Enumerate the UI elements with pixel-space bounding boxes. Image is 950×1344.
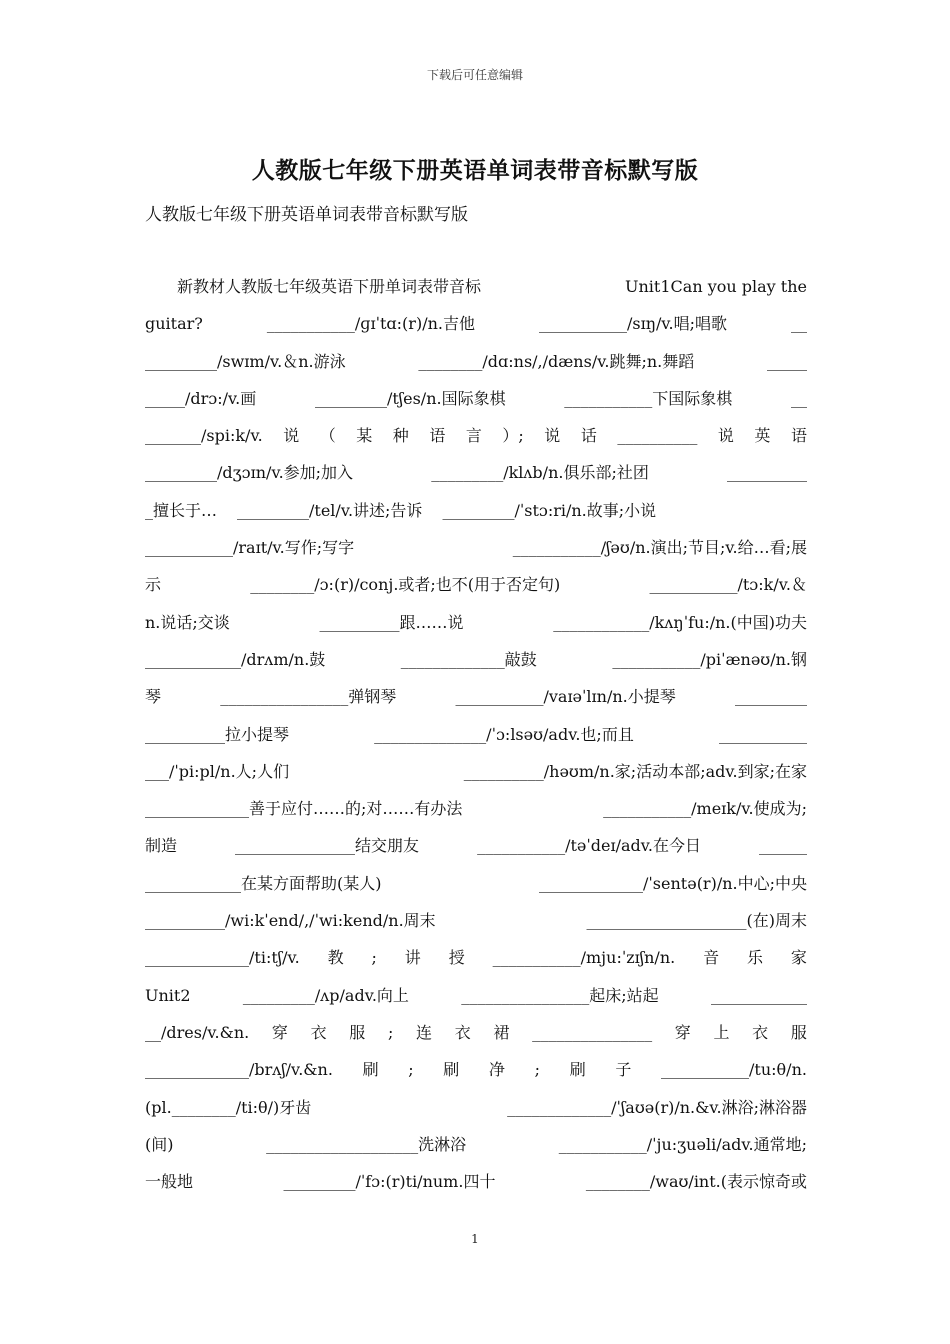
vocab-segment: ____________/drʌm/n.鼓 <box>145 649 326 669</box>
vocab-segment: ___________/sɪŋ/v.唱;唱歌 <box>538 314 728 334</box>
vocab-segment: _____________/ˈsentə(r)/n.中心;中央 <box>539 873 807 893</box>
vocab-segment: 说 <box>283 426 300 446</box>
vocab-segment: _________/tel/v.讲述;告诉 <box>237 500 423 520</box>
vocab-segment: _____________/ˈʃaʊə(r)/n.&v.淋浴;淋浴器 <box>507 1097 807 1117</box>
vocab-segment: n.说话;交谈 <box>145 612 230 632</box>
page-header: 下载后可任意编辑 <box>426 68 523 82</box>
vocab-segment: 穿 <box>674 1022 691 1042</box>
vocab-segment: ___________/ɡɪˈtɑ:(r)/n.吉他 <box>266 314 475 334</box>
vocab-line <box>145 977 807 1014</box>
vocab-segment: ; <box>371 948 377 968</box>
vocab-segment: ___________ <box>718 724 807 744</box>
document-title: 人教版七年级下册英语单词表带音标默写版 <box>251 157 699 184</box>
vocab-segment: 音 <box>703 948 720 968</box>
vocab-segment: __ <box>790 388 807 408</box>
vocab-segment: 语 <box>429 426 446 446</box>
vocab-segment: 讲 <box>404 948 421 968</box>
document-subtitle: 人教版七年级下册英语单词表带音标默写版 <box>145 205 468 225</box>
vocab-line <box>145 1051 807 1088</box>
vocab-segment: 示 <box>145 575 162 595</box>
vocab-segment: __________拉小提琴 <box>145 724 290 744</box>
vocab-line <box>145 827 807 864</box>
vocab-segment: 说 <box>544 426 561 446</box>
vocab-segment: ___________/təˈdeɪ/adv.在今日 <box>477 836 701 856</box>
vocab-segment: 乐 <box>747 948 764 968</box>
vocab-line <box>145 305 807 342</box>
vocab-segment: _________/dʒɔɪn/v.参加;加入 <box>145 463 354 483</box>
vocab-segment: 英 <box>754 426 771 446</box>
vocab-segment: 刷 <box>443 1060 460 1080</box>
vocab-segment: 说 <box>717 426 734 446</box>
vocab-segment: ___/ˈpi:pl/n.人;人们 <box>145 761 290 781</box>
vocab-segment: (pl.________/ti:θ/)牙齿 <box>145 1097 312 1117</box>
vocab-segment: ____________________(在)周末 <box>586 911 807 931</box>
vocab-line <box>145 343 807 380</box>
vocab-segment: __________ <box>726 463 807 483</box>
vocab-line <box>145 716 807 753</box>
vocab-segment: Unit1Can you play the <box>625 277 807 296</box>
vocab-segment: _________/ˈstɔ:ri/n.故事;小说 <box>442 500 657 520</box>
vocab-segment: 衣 <box>752 1022 769 1042</box>
vocab-segment: _______________结交朋友 <box>235 836 420 856</box>
vocab-segment: guitar? <box>145 314 203 334</box>
vocab-segment: ___________下国际象棋 <box>564 388 733 408</box>
vocab-segment: Unit2 <box>145 985 191 1005</box>
vocab-segment: _______________ <box>532 1022 653 1042</box>
vocab-segment: 制造 <box>145 836 178 856</box>
vocab-segment: ________/ɔ:(r)/conj.或者;也不(用于否定句) <box>250 575 561 595</box>
vocab-line <box>145 678 807 715</box>
vocab-segment: __/dres/v.&n. <box>145 1022 250 1042</box>
vocab-segment: ___________/vaɪəˈlɪn/n.小提琴 <box>455 687 676 707</box>
vocab-segment: 某 <box>356 426 373 446</box>
vocab-segment: ___________/ˈju:ʒuəli/adv.通常地; <box>558 1134 807 1154</box>
vocab-segment: ___________________洗淋浴 <box>266 1134 467 1154</box>
vocab-line <box>145 1126 807 1163</box>
vocab-segment: _________/ʌp/adv.向上 <box>242 985 409 1005</box>
vocab-segment: 穿 <box>271 1022 288 1042</box>
vocab-segment: 刷 <box>569 1060 586 1080</box>
vocab-segment: ________/dɑ:ns/,/dæns/v.跳舞;n.舞蹈 <box>418 351 695 371</box>
vocab-line <box>145 566 807 603</box>
vocab-line <box>145 902 807 939</box>
vocab-segment: ___________/tu:θ/n. <box>661 1060 807 1080</box>
vocab-segment: ____________/kʌŋˈfu:/n.(中国)功夫 <box>553 612 807 632</box>
vocab-segment: 琴 <box>145 687 162 707</box>
vocab-segment: _________ <box>734 687 807 707</box>
vocab-segment: 子 <box>615 1060 632 1080</box>
vocab-segment: 净 <box>488 1060 505 1080</box>
vocab-segment: _________/klʌb/n.俱乐部;社团 <box>431 463 649 483</box>
vocab-segment: _____________敲鼓 <box>400 649 537 669</box>
vocab-segment: （ <box>319 426 336 446</box>
vocab-segment: __________跟……说 <box>319 612 464 632</box>
vocab-line <box>145 454 807 491</box>
vocab-segment: 连 <box>416 1022 433 1042</box>
vocab-segment: 种 <box>392 426 409 446</box>
vocab-segment: ____________ <box>710 985 807 1005</box>
vocab-segment: 言 <box>465 426 482 446</box>
vocab-line <box>145 753 807 790</box>
vocab-segment: 上 <box>713 1022 730 1042</box>
vocab-line <box>145 865 807 902</box>
vocab-segment: ）; <box>502 426 524 446</box>
vocab-segment: _________/tʃes/n.国际象棋 <box>314 388 506 408</box>
vocab-segment: (间) <box>145 1134 174 1154</box>
page-number: 1 <box>471 1232 479 1246</box>
vocab-segment: ; <box>408 1060 414 1080</box>
vocab-segment: _擅长于… <box>145 500 218 520</box>
vocab-segment: 家 <box>790 948 807 968</box>
vocab-line <box>145 641 807 678</box>
vocab-line <box>145 790 807 827</box>
vocab-segment: _______/spi:k/v. <box>145 426 263 446</box>
vocab-segment: ____________在某方面帮助(某人) <box>145 873 382 893</box>
vocab-segment: 刷 <box>362 1060 379 1080</box>
vocab-segment: __ <box>791 314 807 334</box>
vocab-segment: 语 <box>790 426 807 446</box>
vocab-segment: _____________/brʌʃ/v.&n. <box>145 1060 333 1080</box>
vocab-segment: 话 <box>580 426 597 446</box>
vocab-segment: _____/drɔ:/v.画 <box>145 388 257 408</box>
vocab-line <box>145 1163 807 1200</box>
vocab-segment: 衣 <box>454 1022 471 1042</box>
vocab-segment: ; <box>534 1060 541 1080</box>
vocabulary-list <box>145 268 807 1200</box>
vocab-segment: 裙 <box>493 1022 510 1042</box>
vocab-segment: __________ <box>617 426 698 446</box>
vocab-segment: ________________弹钢琴 <box>220 687 397 707</box>
vocab-line <box>145 268 807 305</box>
vocab-segment: 衣 <box>310 1022 327 1042</box>
vocab-segment: 一般地 <box>145 1172 194 1192</box>
vocab-segment: ___________/mju:ˈzɪʃn/n. <box>492 948 676 968</box>
vocab-segment: ________________起床;站起 <box>461 985 659 1005</box>
vocab-line <box>145 529 807 566</box>
vocab-segment: 授 <box>448 948 465 968</box>
vocab-segment: ______ <box>759 836 807 856</box>
vocab-segment: _____________善于应付……的;对……有办法 <box>145 799 463 819</box>
vocab-segment: ___________/raɪt/v.写作;写字 <box>145 538 355 558</box>
vocab-segment: _____________/ti:tʃ/v. <box>145 948 300 968</box>
vocab-segment: _________/swɪm/v.＆n.游泳 <box>145 351 346 371</box>
vocab-line <box>145 604 807 641</box>
vocab-segment: ______________/ˈɔ:lsəʊ/adv.也;而且 <box>374 724 634 744</box>
vocab-segment: __________/wi:kˈend/,/ˈwi:kend/n.周末 <box>145 911 436 931</box>
vocab-segment: ___________/piˈænəʊ/n.钢 <box>612 649 807 669</box>
vocab-line <box>145 417 807 454</box>
vocab-segment: ___________/ʃəʊ/n.演出;节目;v.给…看;展 <box>512 538 807 558</box>
vocab-segment: ___________/tɔ:k/v.＆ <box>649 575 807 595</box>
vocab-segment: ; <box>387 1022 394 1042</box>
vocab-line <box>145 1014 807 1051</box>
vocab-segment: _____ <box>767 351 807 371</box>
vocab-segment: 服 <box>790 1022 807 1042</box>
vocab-segment: 新教材人教版七年级英语下册单词表带音标 <box>145 277 482 296</box>
vocab-segment: _________/ˈfɔ:(r)ti/num.四十 <box>283 1172 496 1192</box>
vocab-line <box>145 380 807 417</box>
vocab-segment: ________/waʊ/int.(表示惊奇或 <box>585 1172 807 1192</box>
vocab-line <box>145 492 807 529</box>
vocab-segment: 教 <box>327 948 344 968</box>
vocab-segment: 服 <box>349 1022 366 1042</box>
vocab-line <box>145 939 807 976</box>
vocab-segment: __________/həʊm/n.家;活动本部;adv.到家;在家 <box>463 761 807 781</box>
vocab-segment: ___________/meɪk/v.使成为; <box>603 799 807 819</box>
vocab-line <box>145 1089 807 1126</box>
